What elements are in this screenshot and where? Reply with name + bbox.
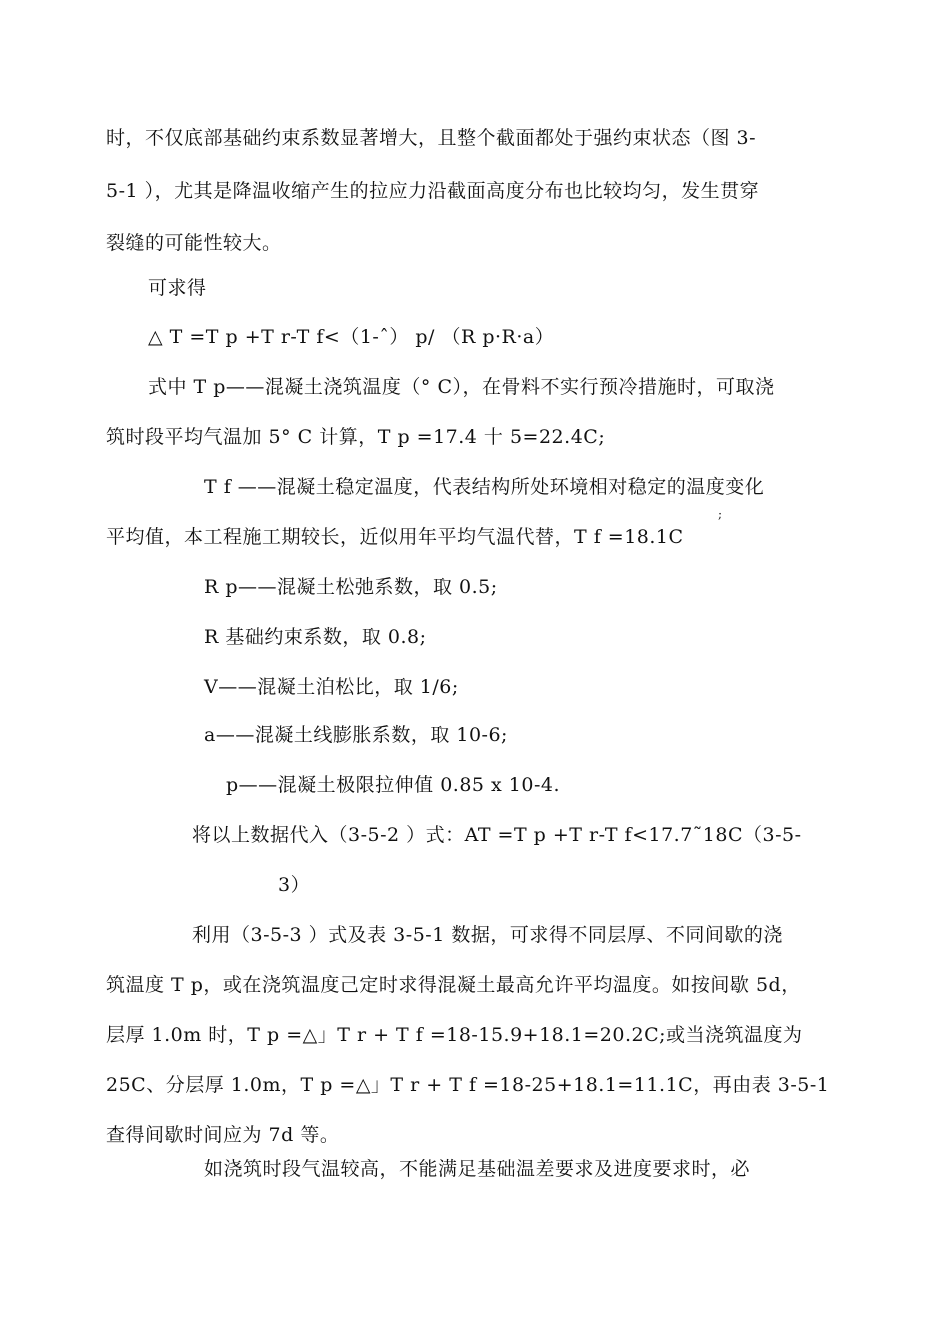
stray-mark: ; bbox=[718, 507, 723, 521]
text-line: R p——混凝土松弛系数，取 0.5; bbox=[204, 576, 498, 598]
text-line: R 基础约束系数，取 0.8; bbox=[204, 626, 427, 648]
text-line: 裂缝的可能性较大。 bbox=[106, 232, 282, 254]
text-line: 查得间歇时间应为 7d 等。 bbox=[106, 1124, 340, 1146]
text-line: 式中 T p——混凝土浇筑温度（° C），在骨料不实行预冷措施时，可取浇 bbox=[148, 376, 775, 398]
text-line: 利用（3-5-3 ）式及表 3-5-1 数据，可求得不同层厚、不同间歇的浇 bbox=[192, 924, 783, 946]
text-line: 平均值，本工程施工期较长，近似用年平均气温代替，T f =18.1C bbox=[106, 526, 684, 548]
text-line: V——混凝土泊松比，取 1/6; bbox=[204, 676, 459, 698]
text-line: 时，不仅底部基础约束系数显著增大，且整个截面都处于强约束状态（图 3- bbox=[106, 127, 757, 149]
text-line: 筑时段平均气温加 5° C 计算，T p =17.4 十 5=22.4C; bbox=[106, 426, 606, 448]
text-line: p——混凝土极限拉伸值 0.85 x 10-4. bbox=[226, 774, 561, 796]
text-line: 筑温度 T p，或在浇筑温度己定时求得混凝土最高允许平均温度。如按间歇 5d， bbox=[106, 974, 801, 996]
text-line: 5-1 ），尤其是降温收缩产生的拉应力沿截面高度分布也比较均匀，发生贯穿 bbox=[106, 180, 760, 202]
text-line: 可求得 bbox=[148, 277, 207, 299]
text-line: 将以上数据代入（3-5-2 ）式：AT =T p +T r-T f<17.7˜18C（3-5- bbox=[192, 824, 802, 846]
formula-line: △ T =T p +T r-T f<（1-ˆ） p/ （R p·R·a） bbox=[148, 326, 555, 348]
text-line: T f ——混凝土稳定温度，代表结构所处环境相对稳定的温度变化 bbox=[204, 476, 765, 498]
text-line: 25C、分层厚 1.0m，T p =△」T r + T f =18-25+18.1=11.1C，再由表 3-5-1 bbox=[106, 1074, 830, 1096]
text-line: 如浇筑时段气温较高，不能满足基础温差要求及进度要求时，必 bbox=[204, 1158, 751, 1180]
text-line: 层厚 1.0m 时，T p =△」T r + T f =18-15.9+18.1=20.2C;或当浇筑温度为 bbox=[106, 1024, 803, 1046]
text-line: a——混凝土线膨胀系数，取 10-6; bbox=[204, 724, 508, 746]
text-line: 3） bbox=[278, 874, 311, 896]
